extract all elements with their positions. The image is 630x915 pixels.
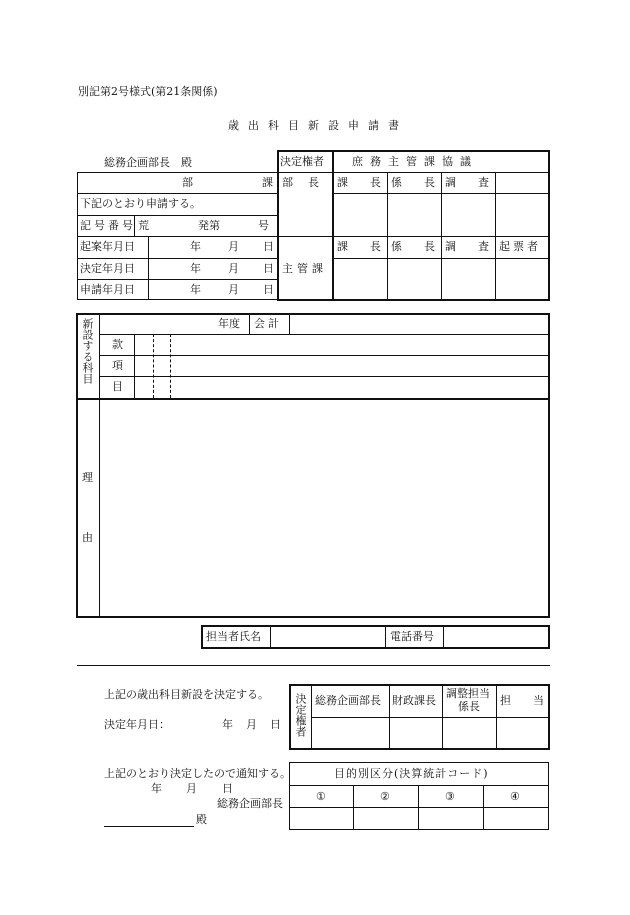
kian-hi: 日	[263, 240, 274, 253]
decision-authority-label: 決定権者	[294, 693, 307, 737]
kettei-tsuki: 月	[228, 262, 239, 275]
kaikei-label: 会計	[254, 317, 282, 330]
divider	[77, 665, 550, 666]
shinsei-tsuki: 月	[228, 283, 239, 296]
decision-authority-label: 決定権者	[280, 155, 324, 168]
new-subject-label: 新設する科目	[81, 318, 94, 384]
dept-label: 部	[182, 176, 193, 189]
reason-label-2: 由	[82, 531, 93, 544]
ara-label: 荒	[138, 219, 149, 232]
phone-label: 電話番号	[390, 630, 434, 643]
addressee: 総務企画部長 殿	[104, 156, 192, 169]
go-label: 号	[258, 219, 269, 232]
ko-label: 項	[112, 359, 123, 372]
shinsei-nen: 年	[190, 283, 201, 296]
kacho-label: 課 長	[337, 176, 381, 189]
notice-nen: 年	[151, 782, 162, 795]
notice-hi: 日	[222, 782, 233, 795]
kettei-nen: 年	[190, 262, 201, 275]
code-2: ②	[380, 790, 390, 803]
notice-to-suffix: 殿	[196, 813, 207, 826]
kacho-label-2: 課 長	[337, 240, 381, 253]
chosa-label-2: 調 査	[445, 240, 489, 253]
decision-nen: 年	[222, 718, 233, 731]
kettei-hi: 日	[263, 262, 274, 275]
chosa-label: 調 査	[445, 176, 489, 189]
hatsu-dai-label: 発第	[198, 219, 220, 232]
col-kakaricho: 係長	[458, 700, 480, 713]
decision-text: 上記の歳出科目新設を決定する。	[104, 688, 269, 701]
moku-label: 目	[112, 380, 123, 393]
notice-from: 総務企画部長	[217, 797, 283, 810]
kian-tsuki: 月	[228, 240, 239, 253]
shinsei-date-label: 申請年月日	[80, 283, 135, 296]
col-somu-kikaku-bucho: 総務企画部長	[315, 694, 381, 707]
page-title: 歳出科目新設申請書	[228, 119, 408, 132]
notice-tsuki: 月	[186, 782, 197, 795]
kakaricho-label: 係 長	[391, 176, 435, 189]
shinsei-hi: 日	[263, 283, 274, 296]
decision-date-label: 決定年月日：	[104, 718, 170, 731]
section-label: 課	[262, 176, 273, 189]
kian-date-label: 起案年月日	[80, 240, 135, 253]
shukan-ka-label: 主管課	[282, 262, 327, 275]
kan-label: 款	[112, 338, 123, 351]
reason-label-1: 理	[82, 471, 93, 484]
code-1: ①	[316, 790, 326, 803]
decision-tsuki: 月	[246, 718, 257, 731]
col-zaisei-kacho: 財政課長	[392, 694, 436, 707]
consult-label: 庶務主管課協議	[352, 155, 478, 168]
kigo-bango-label: 記号番号	[80, 219, 136, 232]
code-4: ④	[510, 790, 520, 803]
notice-text: 上記のとおり決定したので通知する。	[104, 767, 291, 780]
col-tanto: 担 当	[500, 694, 544, 707]
bucho-label: 部 長	[282, 176, 321, 189]
purpose-header: 目的別区分(決算統計コード)	[334, 767, 489, 780]
code-3: ③	[445, 790, 455, 803]
form-id: 別記第2号様式(第21条関係)	[78, 85, 218, 98]
nendo-label: 年度	[218, 317, 240, 330]
subject-box	[76, 313, 550, 618]
addressee-blank-line	[104, 826, 194, 827]
request-text: 下記のとおり申請する。	[80, 197, 201, 210]
kian-nen: 年	[190, 240, 201, 253]
kakaricho-label-2: 係 長	[391, 240, 435, 253]
kettei-date-label: 決定年月日	[80, 262, 135, 275]
col-chosei-tanto: 調整担当	[446, 687, 490, 700]
decision-hi: 日	[270, 718, 281, 731]
kihyosha-label: 起票者	[499, 240, 541, 253]
person-label: 担当者氏名	[206, 630, 261, 643]
